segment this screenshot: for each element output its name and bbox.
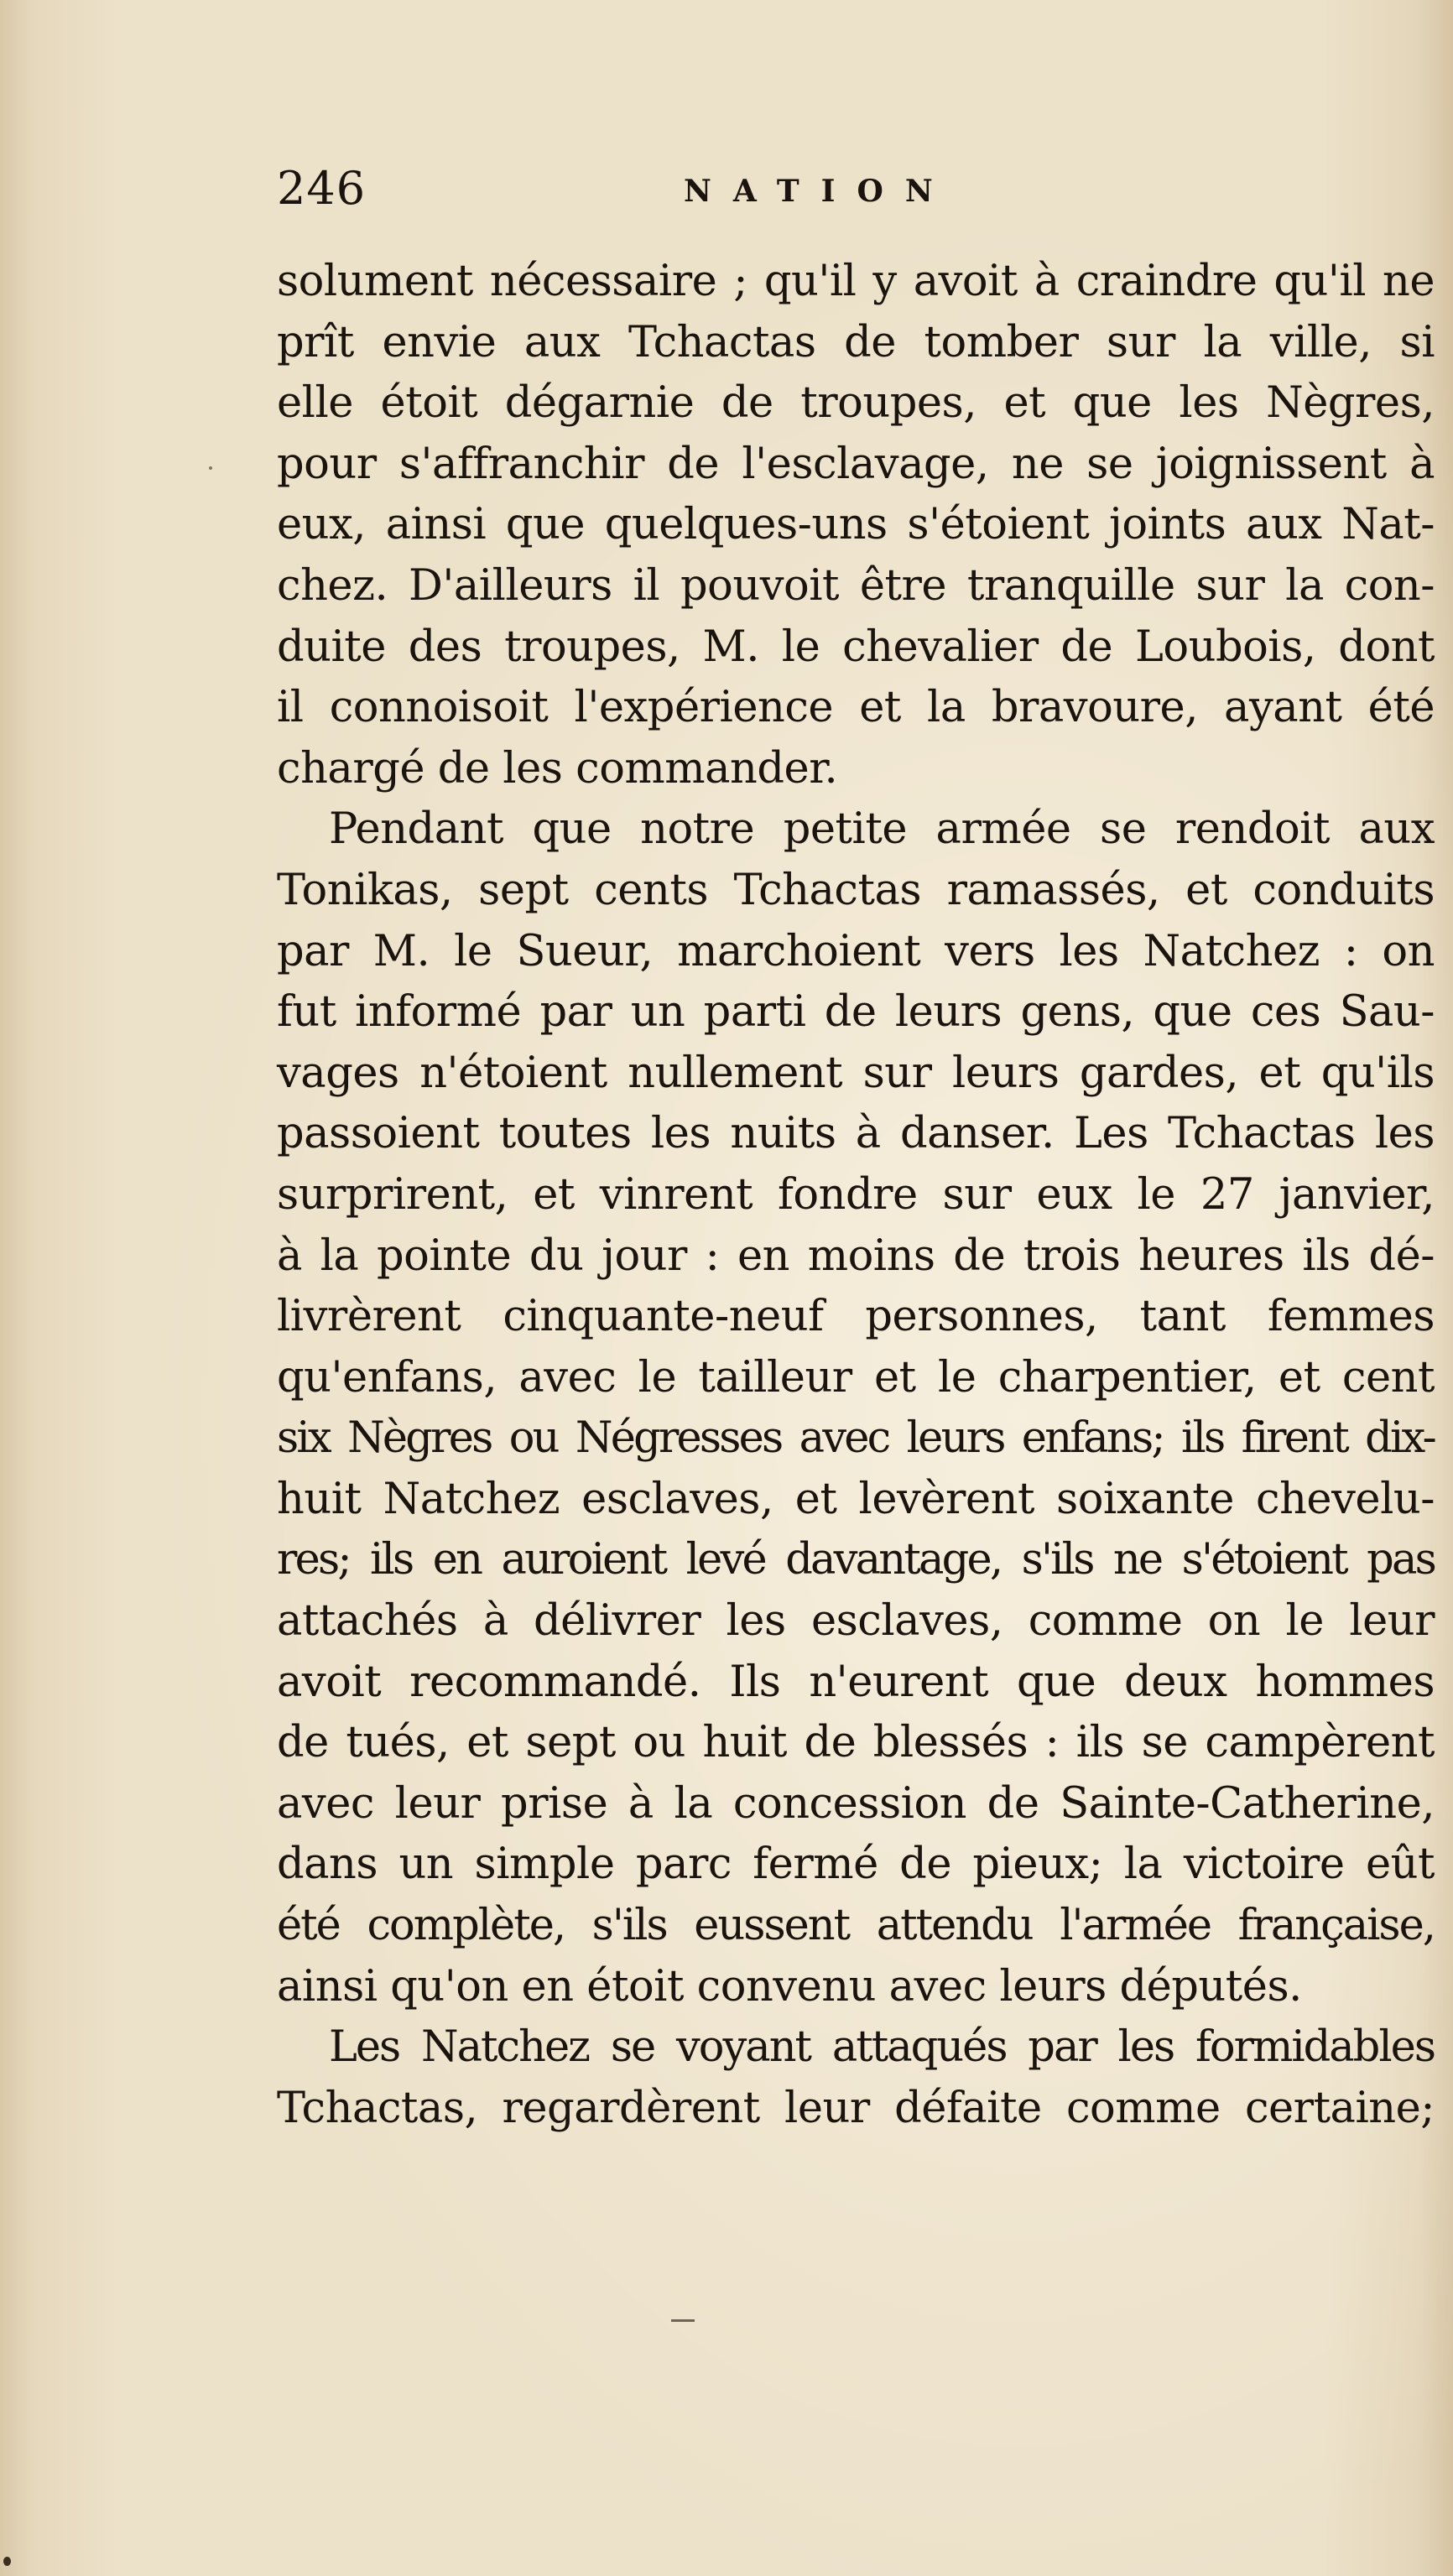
text-line: six Nègres ou Négresses avec leurs enfans; ils firent dix- (277, 1413, 1435, 1464)
text-line: Les Natchez se voyant attaqués par les formidables (329, 2022, 1435, 2073)
text-line: livrèrent cinquante-neuf personnes, tant femmes (277, 1292, 1435, 1342)
text-line: chargé de les commander. (277, 743, 838, 794)
ink-speck (671, 2319, 695, 2322)
running-title: NATION (684, 174, 955, 209)
text-line: ainsi qu'on en étoit convenu avec leurs députés. (277, 1961, 1302, 2011)
text-line: vages n'étoient nullement sur leurs gardes, et qu'ils (277, 1048, 1435, 1098)
text-line: chez. D'ailleurs il pouvoit être tranquille sur la con- (277, 560, 1435, 611)
text-line: de tués, et sept ou huit de blessés : ils se campèrent (277, 1718, 1435, 1768)
text-line: Tchactas, regardèrent leur défaite comme certaine; (277, 2083, 1435, 2133)
text-line: huit Natchez esclaves, et levèrent soixante chevelu- (277, 1474, 1435, 1524)
page-header (277, 159, 1200, 218)
text-line: été complète, s'ils eussent attendu l'armée française, (277, 1901, 1435, 1951)
text-line: res; ils en auroient levé davantage, s'ils ne s'étoient pas (277, 1535, 1435, 1585)
ink-speck (209, 466, 212, 470)
text-line: avoit recommandé. Ils n'eurent que deux hommes (277, 1657, 1435, 1707)
text-line: Pendant que notre petite armée se rendoit aux (329, 804, 1435, 855)
text-line: à la pointe du jour : en moins de trois heures ils dé- (277, 1231, 1435, 1281)
text-line: par M. le Sueur, marchoient vers les Natchez : on (277, 926, 1435, 976)
text-line: Tonikas, sept cents Tchactas ramassés, et conduits (277, 865, 1435, 915)
text-line: fut informé par un parti de leurs gens, que ces Sau- (277, 987, 1435, 1038)
text-line: qu'enfans, avec le tailleur et le charpentier, et cent (277, 1352, 1435, 1402)
text-line: duite des troupes, M. le chevalier de Loubois, dont (277, 622, 1435, 672)
text-line: prît envie aux Tchactas de tomber sur la ville, si (277, 317, 1435, 367)
text-line: dans un simple parc fermé de pieux; la victoire eût (277, 1840, 1435, 1890)
text-line: pour s'affranchir de l'esclavage, ne se joignissent à (277, 439, 1435, 489)
text-line: avec leur prise à la concession de Sainte-Catherine, (277, 1778, 1435, 1829)
text-line: attachés à délivrer les esclaves, comme on le leur (277, 1596, 1435, 1647)
text-line: surprirent, et vinrent fondre sur eux le 27 janvier, (277, 1169, 1435, 1220)
body-text (277, 252, 1435, 2139)
text-line: il connoisoit l'expérience et la bravoure, ayant été (277, 683, 1435, 733)
text-line: eux, ainsi que quelques-uns s'étoient joints aux Nat- (277, 500, 1435, 550)
text-line: solument nécessaire ; qu'il y avoit à craindre qu'il ne (277, 257, 1435, 306)
text-line: elle étoit dégarnie de troupes, et que les Nègres, (277, 378, 1435, 429)
text-line: passoient toutes les nuits à danser. Les Tchactas les (277, 1109, 1435, 1159)
ink-speck (3, 2557, 11, 2566)
page-number: 246 (277, 162, 367, 215)
